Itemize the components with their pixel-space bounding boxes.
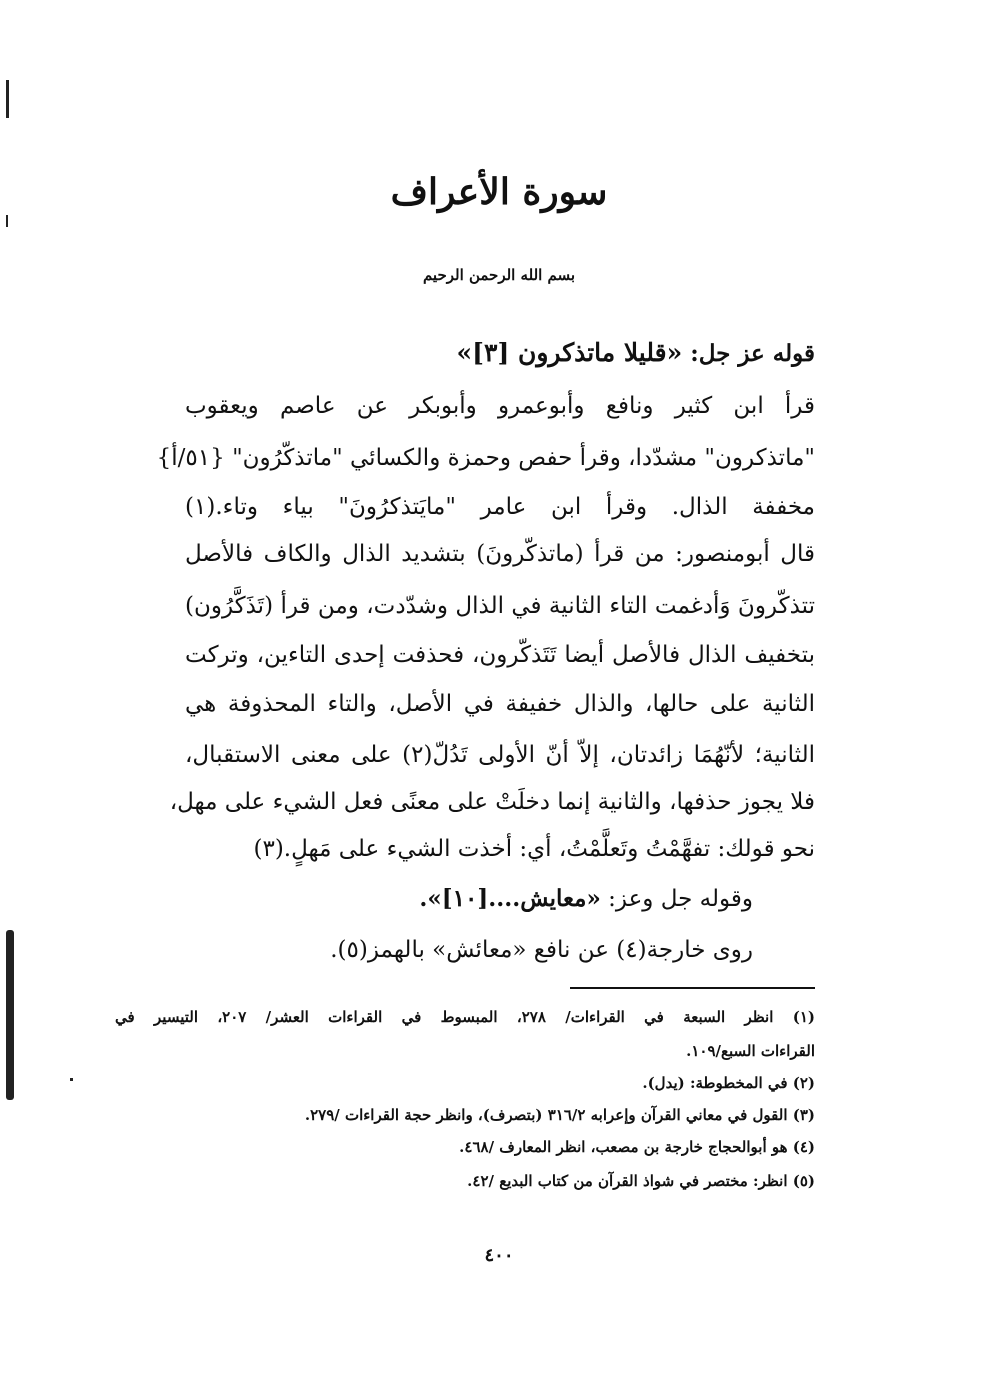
body-line: نحو قولك: تفهَّمْتُ وتَعلَّمْتُ، أي: أخذت الشيء على مَهلٍ.(٣)	[253, 836, 815, 862]
body-line: روى خارجة(٤) عن نافع «معائش» بالهمز(٥).	[330, 937, 753, 963]
footnote: (٥) انظر: مختصر في شواذ القرآن من كتاب البديع /٤٢.	[467, 1172, 815, 1190]
body-line: الثانية على حالها، والذال خفيفة في الأصل، والتاء المحذوفة هي	[185, 691, 815, 717]
surah-title: سورة الأعراف	[390, 171, 608, 213]
footnote-separator	[570, 987, 815, 989]
verse-intro: وقوله جل وعز:	[608, 886, 753, 912]
scan-mark	[6, 215, 8, 227]
verse-heading	[185, 336, 815, 371]
body-line: مخففة الذال. وقرأ ابن عامر "مايَتذكرُونَ" بياء وتاء.(١)	[185, 494, 815, 520]
body-line: الثانية؛ لأنّهُمَا زائدتان، إلاّ أنّ الأولى تَدُلّ(٢) على معنى الاستقبال،	[185, 742, 815, 768]
footnote: (١) انظر السبعة في القراءات/ ٢٧٨، المبسوط في القراءات العشر/ ٢٠٧، التيسير في	[115, 1008, 815, 1026]
footnote: (٤) هو أبوالحجاج خارجة بن مصعب، انظر المعارف /٤٦٨.	[459, 1138, 815, 1156]
verse-quote: «قليلا ماتذكرون [٣]»	[456, 338, 683, 367]
page-number: ٤٠٠	[484, 1245, 514, 1266]
footnote: القراءات السبع/١٠٩.	[686, 1042, 815, 1060]
verse-quote: «معايش....[١٠]».	[419, 885, 601, 912]
body-line: قال أبومنصور: من قرأ (ماتذكّرونَ) بتشديد الذال والكاف فالأصل	[185, 541, 815, 567]
body-line: "ماتذكرون" مشدّدا، وقرأ حفص وحمزة والكسائي "ماتذكّرُون" {٥١/أ}	[156, 445, 815, 471]
scan-mark	[6, 930, 14, 1100]
body-line: تتذكّرونَ وَأدغمت التاء الثانية في الذال وشدّدت، ومن قرأ (تَذَكَّرُون)	[185, 593, 815, 619]
footnote: (٣) القول في معاني القرآن وإعرابه ٣١٦/٢ (بتصرف)، وانظر حجة القراءات /٢٧٩.	[304, 1106, 815, 1124]
verse-heading	[193, 882, 753, 916]
body-line: قرأ ابن كثير ونافع وأبوعمرو وأبوبكر عن عاصم ويعقوب	[185, 393, 815, 419]
body-line: بتخفيف الذال فالأصل أيضا تَتَذكّرون، فحذفت إحدى التاءين، وتركت	[185, 642, 815, 668]
scan-mark	[70, 1078, 73, 1081]
scan-mark	[6, 80, 9, 118]
body-line: فلا يجوز حذفها، والثانية إنما دخلَتْ على معنًى فعل الشيء على مهل،	[169, 789, 815, 815]
basmala: بسم الله الرحمن الرحيم	[422, 266, 576, 284]
verse-intro: قوله عز جل:	[690, 340, 815, 367]
footnote: (٢) في المخطوطة: (يدل).	[642, 1074, 815, 1092]
